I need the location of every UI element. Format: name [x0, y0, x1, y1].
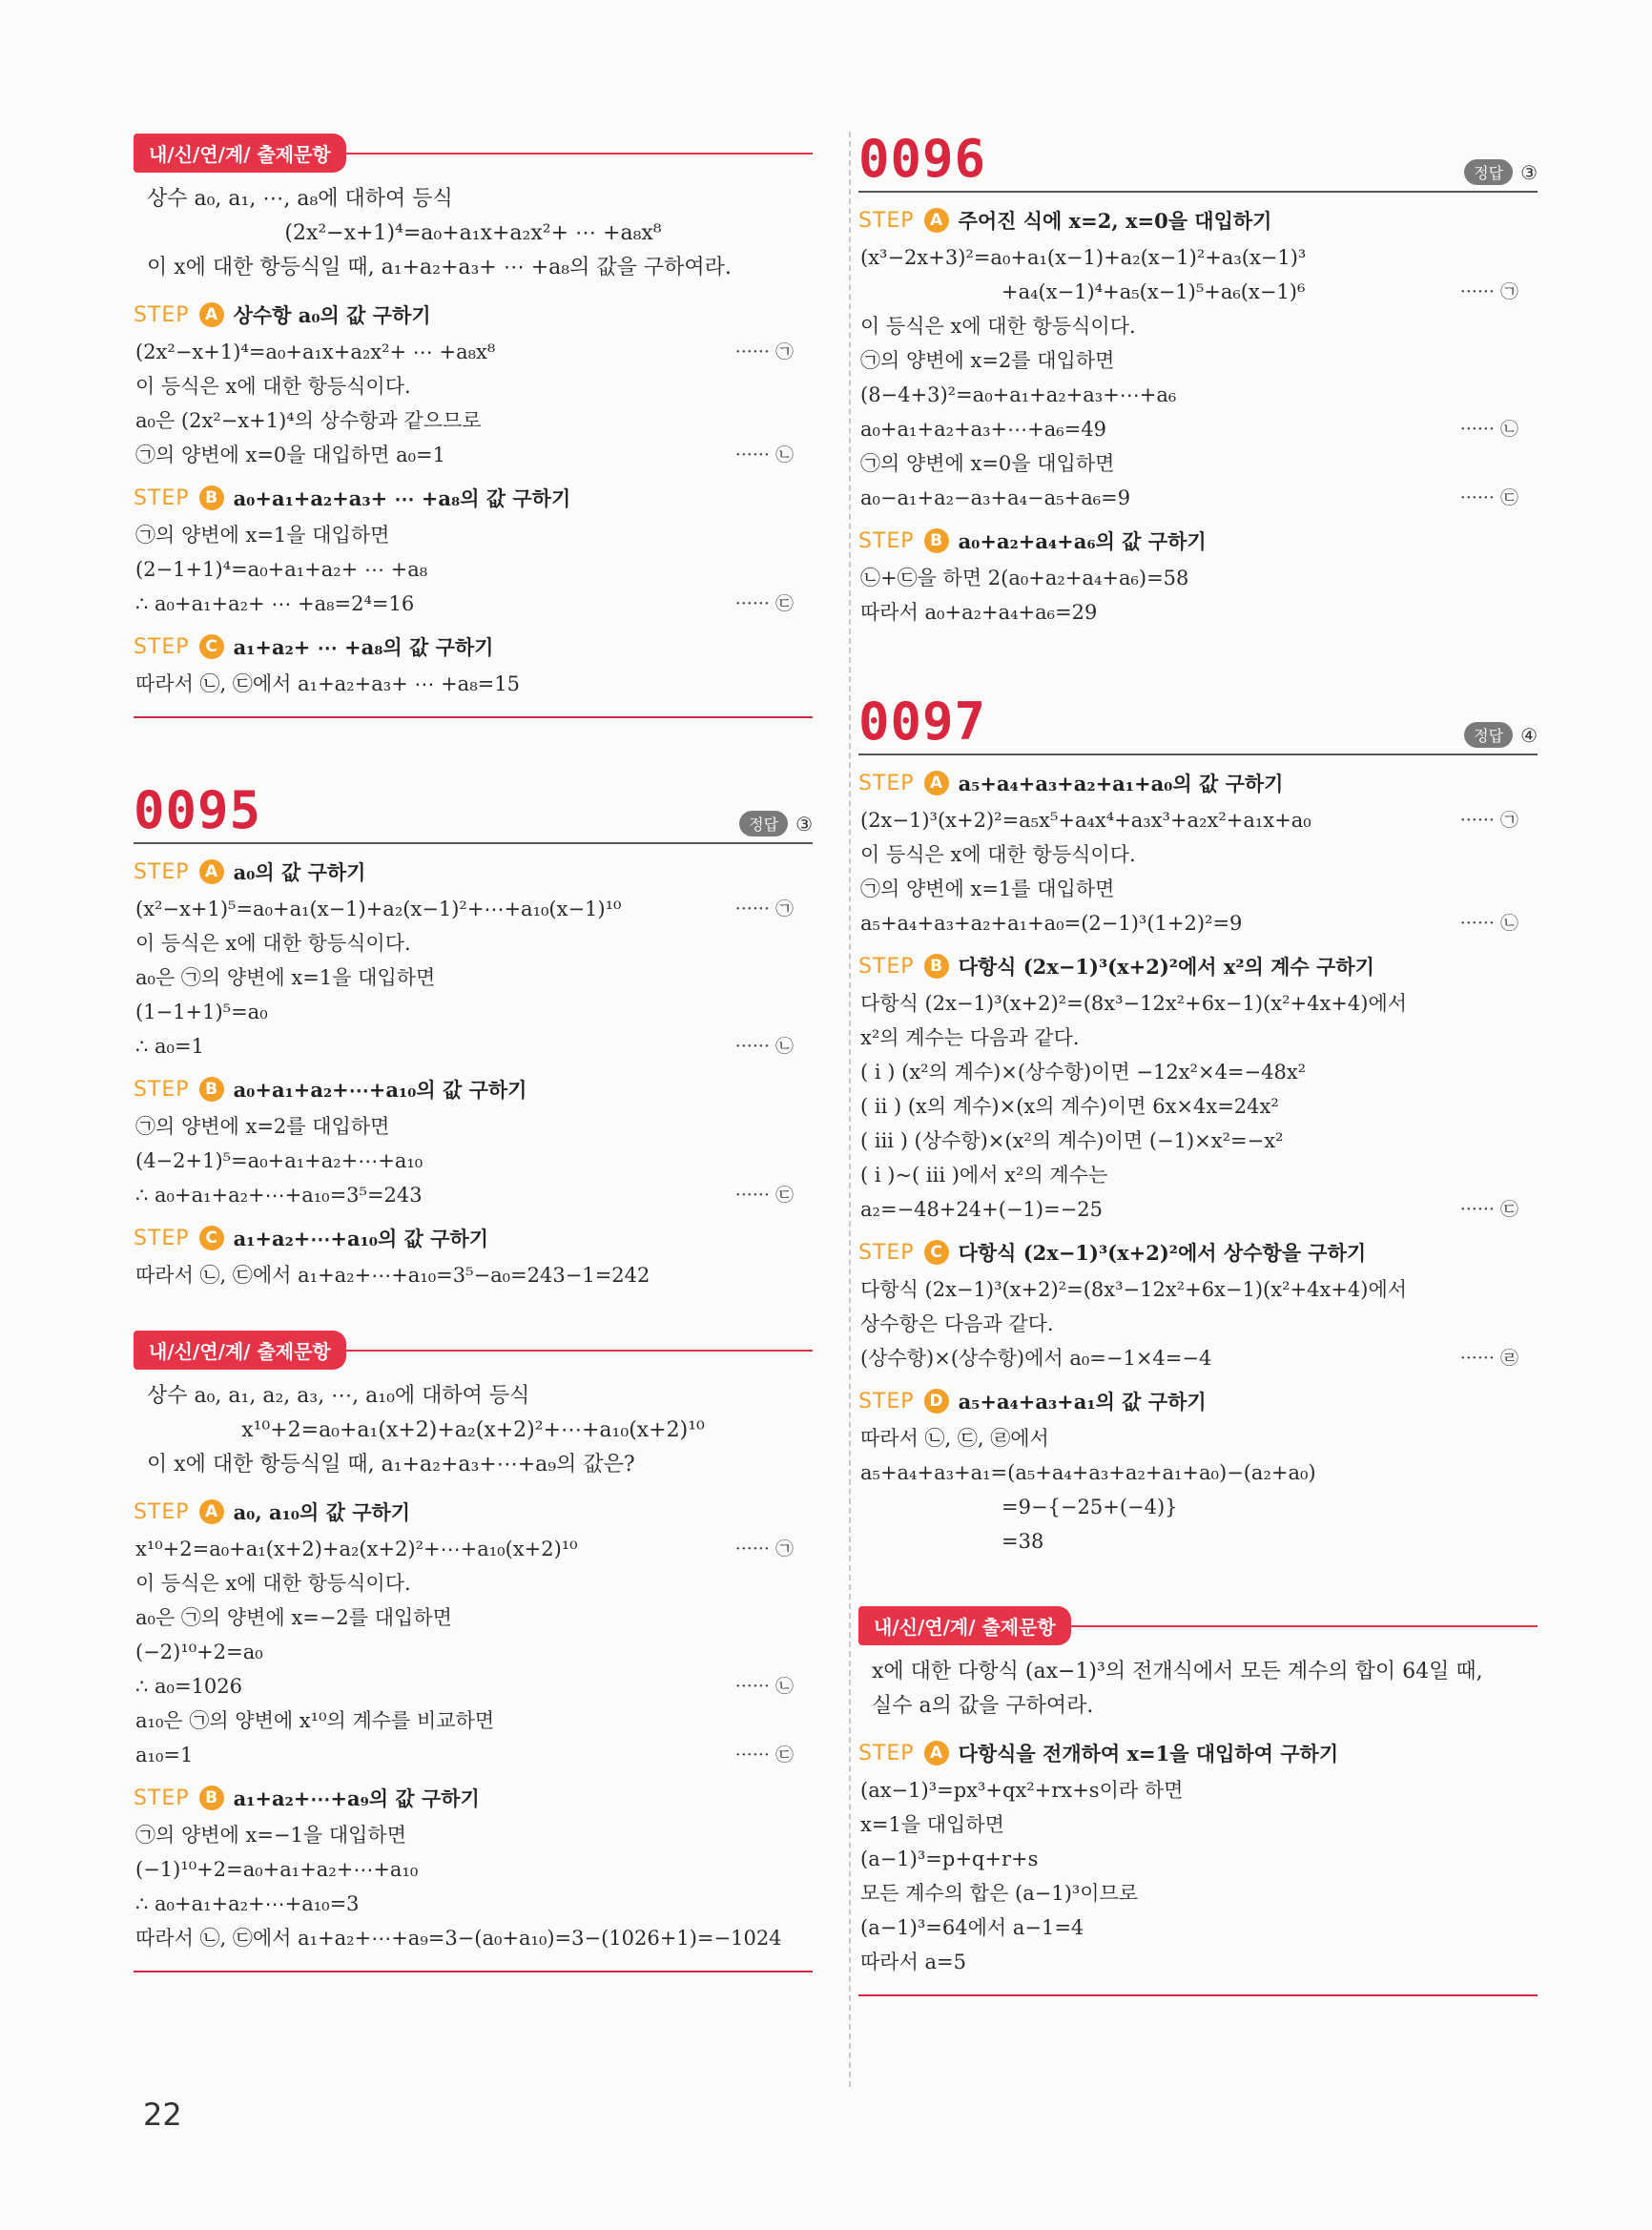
solution-text: x²의 계수는 다음과 같다. [860, 1026, 1080, 1049]
solution-text: ㉠의 양변에 x=−1을 대입하면 [135, 1824, 406, 1847]
solution-line [134, 552, 813, 587]
section-end-rule [134, 1971, 813, 1972]
step-title: a₅+a₄+a₃+a₂+a₁+a₀의 값 구하기 [958, 772, 1284, 795]
problem-number: 0097 [858, 692, 987, 752]
equation-marker: ······ ㉠ [734, 1538, 794, 1559]
solution-line [858, 595, 1538, 630]
equation-marker [794, 403, 813, 438]
solution-text: 이 등식은 x에 대한 항등식이다. [135, 932, 411, 955]
equation-marker [794, 667, 813, 701]
step-letter-badge: A [199, 302, 224, 327]
equation-marker [1518, 240, 1538, 275]
solution-line [858, 309, 1538, 343]
step-title: a₀의 값 구하기 [233, 860, 366, 884]
equation-marker: ······ ㉠ [734, 898, 794, 919]
solution-line [858, 837, 1538, 872]
equation-marker [1518, 1807, 1538, 1842]
equation-marker: ······ ㉠ [1459, 281, 1518, 302]
problem-equation: (2x²−x+1)⁴=a₀+a₁x+a₂x²+ ⋯ +a₈x⁸ [284, 221, 662, 245]
solution-line [134, 1532, 813, 1566]
problem-text [858, 1645, 1538, 1727]
equation-marker [794, 1818, 813, 1852]
solution-line [134, 1600, 813, 1635]
answer-label: 정답 [1464, 722, 1513, 748]
step-letter-badge: A [924, 771, 949, 795]
solution-text: (2x²−x+1)⁴=a₀+a₁x+a₂x²+ ⋯ +a₈x⁸ [135, 341, 496, 363]
solution-text: ( iii ) (상수항)×(x²의 계수)이면 (−1)×x²=−x² [860, 1129, 1284, 1152]
solution-line [134, 1669, 813, 1703]
solution-line [134, 438, 813, 472]
solution-text: ㉠의 양변에 x=2를 대입하면 [135, 1115, 390, 1138]
solution-text: ㉠의 양변에 x=1를 대입하면 [860, 878, 1115, 900]
solution-text: +a₄(x−1)⁴+a₅(x−1)⁵+a₆(x−1)⁶ [1002, 280, 1306, 303]
answer [739, 811, 813, 836]
equation-marker: ······ ㉡ [1459, 913, 1518, 934]
section-end-rule [134, 716, 813, 718]
step-word: STEP [858, 1389, 915, 1414]
problem-equation: x¹⁰+2=a₀+a₁(x+2)+a₂(x+2)²+⋯+a₁₀(x+2)¹⁰ [241, 1418, 705, 1442]
equation-marker: ······ ㉢ [734, 593, 794, 614]
equation-marker [1518, 1773, 1538, 1807]
solution-text: (−1)¹⁰+2=a₀+a₁+a₂+⋯+a₁₀ [135, 1858, 419, 1881]
equation-marker [794, 1258, 813, 1292]
solution-line [858, 1307, 1538, 1341]
equation-marker [794, 369, 813, 403]
solution-text: (a−1)³=64에서 a−1=4 [860, 1916, 1084, 1939]
solution-line [134, 1635, 813, 1669]
step-word: STEP [134, 634, 190, 659]
solution-text: 상수항은 다음과 같다. [860, 1312, 1054, 1335]
solution-text: ㉠의 양변에 x=0을 대입하면 [860, 452, 1115, 475]
equation-marker [1518, 1421, 1538, 1456]
solution-line [858, 275, 1538, 309]
problem-number: 0096 [858, 129, 987, 189]
solution-line [858, 1842, 1538, 1876]
equation-marker [1518, 986, 1538, 1021]
solution-text: x=1을 대입하면 [860, 1813, 1004, 1836]
answer [1464, 722, 1538, 748]
equation-marker: ······ ㉠ [1459, 810, 1518, 831]
step-letter-badge: C [199, 634, 224, 659]
solution-text: 따라서 a₀+a₂+a₄+a₆=29 [860, 601, 1098, 624]
solution-text: a₀은 ㉠의 양변에 x=1을 대입하면 [135, 966, 436, 989]
step-word: STEP [134, 859, 190, 884]
solution-line [858, 1055, 1538, 1089]
step-word: STEP [134, 1077, 190, 1102]
step-title: 다항식 (2x−1)³(x+2)²에서 상수항을 구하기 [958, 1241, 1367, 1265]
problem-number: 0095 [134, 780, 262, 840]
equation-marker [1518, 595, 1538, 630]
solution-text: ㉡+㉢을 하면 2(a₀+a₂+a₄+a₆)=58 [860, 567, 1189, 589]
tag-rule [344, 1350, 813, 1352]
solution-text: 따라서 ㉡, ㉢에서 a₁+a₂+a₃+ ⋯ +a₈=15 [135, 672, 520, 695]
solution-line [134, 1029, 813, 1063]
solution-text: x¹⁰+2=a₀+a₁(x+2)+a₂(x+2)²+⋯+a₁₀(x+2)¹⁰ [135, 1538, 578, 1560]
step-word: STEP [134, 1786, 190, 1810]
answer-value: ④ [1520, 723, 1538, 747]
solution-line [858, 240, 1538, 275]
step-title: a₁+a₂+ ⋯ +a₈의 값 구하기 [233, 635, 494, 659]
solution-line [858, 412, 1538, 446]
equation-marker [794, 552, 813, 587]
solution-text: =9−{−25+(−4)} [1002, 1496, 1178, 1518]
answer-label: 정답 [739, 811, 788, 836]
equation-marker [1518, 561, 1538, 595]
solution-text: ∴ a₀+a₁+a₂+⋯+a₁₀=3 [135, 1892, 360, 1915]
equation-marker [1518, 1842, 1538, 1876]
solution-line [134, 1178, 813, 1212]
step-heading [858, 1238, 1538, 1267]
solution-line [134, 1566, 813, 1600]
solution-line [858, 1910, 1538, 1945]
solution-text: (2−1+1)⁴=a₀+a₁+a₂+ ⋯ +a₈ [135, 558, 428, 581]
equation-marker [794, 1566, 813, 1600]
step-letter-badge: A [924, 208, 949, 233]
solution-text: a₁₀은 ㉠의 양변에 x¹⁰의 계수를 비교하면 [135, 1709, 495, 1732]
step-heading [858, 1739, 1538, 1767]
step-word: STEP [858, 1741, 915, 1765]
answer-label: 정답 [1464, 159, 1513, 185]
solution-text: (a−1)³=p+q+r+s [860, 1848, 1039, 1870]
step-word: STEP [858, 1240, 915, 1265]
solution-text: a₂=−48+24+(−1)=−25 [860, 1198, 1104, 1221]
equation-marker [1518, 1524, 1538, 1559]
naesin-tag: 내/신/연/계/ 출제문항 [134, 134, 346, 173]
solution-text: ∴ a₀+a₁+a₂+⋯+a₁₀=3⁵=243 [135, 1184, 423, 1207]
solution-line [858, 1089, 1538, 1124]
problem-0097 [858, 692, 1538, 1559]
problem-line: 실수 a의 값을 구하여라. [872, 1694, 1094, 1718]
solution-text: 다항식 (2x−1)³(x+2)²=(8x³−12x²+6x−1)(x²+4x+4)에서 [860, 992, 1408, 1015]
step-letter-badge: B [199, 485, 224, 510]
solution-text: 따라서 a=5 [860, 1951, 967, 1973]
problem-line: x에 대한 다항식 (ax−1)³의 전개식에서 모든 계수의 합이 64일 때, [872, 1660, 1483, 1683]
solution-text: (1−1+1)⁵=a₀ [135, 1001, 268, 1023]
solution-line [858, 1524, 1538, 1559]
step-title: a₁+a₂+⋯+a₁₀의 값 구하기 [233, 1227, 489, 1250]
step-heading [858, 206, 1538, 235]
step-heading [134, 1224, 813, 1252]
equation-marker [794, 1887, 813, 1921]
equation-marker [1518, 1456, 1538, 1490]
step-heading [134, 300, 813, 329]
solution-text: 이 등식은 x에 대한 항등식이다. [860, 843, 1136, 866]
solution-line [858, 1124, 1538, 1158]
step-letter-badge: A [199, 859, 224, 884]
solution-line [858, 1341, 1538, 1375]
step-title: a₀+a₁+a₂+a₃+ ⋯ +a₈의 값 구하기 [233, 486, 571, 510]
solution-text: a₀+a₁+a₂+a₃+⋯+a₆=49 [860, 418, 1106, 441]
step-title: a₀+a₂+a₄+a₆의 값 구하기 [958, 529, 1207, 553]
step-heading [858, 1387, 1538, 1415]
equation-marker [1518, 1055, 1538, 1089]
solution-text: ㉠의 양변에 x=1을 대입하면 [135, 524, 390, 547]
solution-line [134, 1703, 813, 1738]
step-word: STEP [858, 208, 915, 233]
equation-marker [794, 1921, 813, 1955]
equation-marker [794, 1703, 813, 1738]
equation-marker [1518, 1021, 1538, 1055]
step-letter-badge: A [199, 1499, 224, 1524]
equation-marker [1518, 1876, 1538, 1910]
solution-line [858, 378, 1538, 412]
equation-marker [794, 1109, 813, 1144]
step-title: 다항식 (2x−1)³(x+2)²에서 x²의 계수 구하기 [958, 955, 1374, 979]
solution-text: 다항식 (2x−1)³(x+2)²=(8x³−12x²+6x−1)(x²+4x+4)에서 [860, 1278, 1408, 1301]
problem-0095 [134, 780, 813, 1292]
step-letter-badge: B [924, 954, 949, 979]
solution-text: (ax−1)³=px³+qx²+rx+s이라 하면 [860, 1779, 1184, 1802]
answer-value: ③ [795, 812, 813, 836]
step-letter-badge: C [924, 1240, 949, 1265]
solution-line [134, 1109, 813, 1144]
naesin-tag: 내/신/연/계/ 출제문항 [134, 1331, 346, 1370]
naesin-problem-3 [858, 1606, 1538, 1996]
solution-text: ∴ a₀=1 [135, 1035, 204, 1058]
step-letter-badge: B [199, 1077, 224, 1102]
solution-text: 이 등식은 x에 대한 항등식이다. [135, 1572, 411, 1595]
equation-marker [1518, 872, 1538, 906]
solution-line [134, 403, 813, 438]
solution-line [134, 518, 813, 552]
equation-marker: ······ ㉢ [1459, 1199, 1518, 1220]
solution-line [134, 335, 813, 369]
solution-text: a₀−a₁+a₂−a₃+a₄−a₅+a₆=9 [860, 486, 1131, 509]
solution-text: ( ii ) (x의 계수)×(x의 계수)이면 6x×4x=24x² [860, 1095, 1279, 1118]
step-heading [134, 484, 813, 512]
step-title: 상수항 a₀의 값 구하기 [233, 303, 431, 327]
step-title: a₅+a₄+a₃+a₁의 값 구하기 [958, 1390, 1207, 1414]
naesin-problem-2 [134, 1331, 813, 1972]
solution-text: (8−4+3)²=a₀+a₁+a₂+a₃+⋯+a₆ [860, 383, 1177, 406]
tag-rule [344, 153, 813, 155]
tag-rule [1069, 1625, 1538, 1627]
page-number: 22 [143, 2096, 182, 2133]
solution-text: (−2)¹⁰+2=a₀ [135, 1641, 263, 1663]
equation-marker [794, 926, 813, 960]
solution-line [858, 1456, 1538, 1490]
step-letter-badge: A [924, 1741, 949, 1765]
solution-line [858, 1158, 1538, 1192]
equation-marker: ······ ㉢ [734, 1185, 794, 1206]
solution-text: 이 등식은 x에 대한 항등식이다. [860, 315, 1136, 338]
equation-marker: ······ ㉠ [734, 341, 794, 362]
equation-marker [794, 960, 813, 995]
solution-line [134, 995, 813, 1029]
step-letter-badge: D [924, 1389, 949, 1414]
equation-marker [1518, 1910, 1538, 1945]
equation-marker [1518, 1089, 1538, 1124]
step-letter-badge: B [199, 1786, 224, 1810]
solution-line [134, 1887, 813, 1921]
solution-line [858, 343, 1538, 378]
solution-line [858, 1807, 1538, 1842]
problem-line: 이 x에 대한 항등식일 때, a₁+a₂+a₃+ ⋯ +a₈의 값을 구하여라. [147, 256, 732, 279]
equation-marker [1518, 1307, 1538, 1341]
solution-line [858, 1272, 1538, 1307]
step-word: STEP [134, 1226, 190, 1250]
answer [1464, 159, 1538, 185]
solution-text: 따라서 ㉡, ㉢에서 a₁+a₂+⋯+a₉=3−(a₀+a₁₀)=3−(1026+1)=−1024 [135, 1927, 782, 1950]
step-word: STEP [858, 954, 915, 979]
problem-line: 상수 a₀, a₁, ⋯, a₈에 대하여 등식 [147, 187, 453, 211]
solution-text: a₅+a₄+a₃+a₁=(a₅+a₄+a₃+a₂+a₁+a₀)−(a₂+a₀) [860, 1461, 1316, 1484]
step-heading [134, 1075, 813, 1104]
solution-text: a₀은 ㉠의 양변에 x=−2를 대입하면 [135, 1606, 452, 1629]
equation-marker [1518, 343, 1538, 378]
solution-line [858, 481, 1538, 515]
step-word: STEP [134, 302, 190, 327]
solution-line [858, 803, 1538, 837]
equation-marker [1518, 378, 1538, 412]
equation-marker [794, 1635, 813, 1669]
step-heading [134, 1784, 813, 1812]
solution-text: a₅+a₄+a₃+a₂+a₁+a₀=(2−1)³(1+2)²=9 [860, 912, 1243, 935]
solution-line [134, 1852, 813, 1887]
solution-text: ( i )~( iii )에서 x²의 계수는 [860, 1164, 1108, 1187]
solution-line [134, 1921, 813, 1955]
solution-text: (2x−1)³(x+2)²=a₅x⁵+a₄x⁴+a₃x³+a₂x²+a₁x+a₀ [860, 809, 1311, 832]
solution-text: (4−2+1)⁵=a₀+a₁+a₂+⋯+a₁₀ [135, 1149, 423, 1172]
equation-marker [1518, 1124, 1538, 1158]
solution-line [858, 1021, 1538, 1055]
step-heading [134, 632, 813, 661]
solution-line [858, 1421, 1538, 1456]
equation-marker [1518, 837, 1538, 872]
step-title: 주어진 식에 x=2, x=0을 대입하기 [958, 209, 1272, 233]
equation-marker [794, 518, 813, 552]
solution-text: ( i ) (x²의 계수)×(상수항)이면 −12x²×4=−48x² [860, 1061, 1307, 1084]
solution-line [858, 1773, 1538, 1807]
equation-marker: ······ ㉡ [734, 1036, 794, 1057]
step-heading [858, 527, 1538, 555]
solution-line [134, 1818, 813, 1852]
solution-line [858, 561, 1538, 595]
equation-marker: ······ ㉢ [734, 1745, 794, 1765]
solution-text: 이 등식은 x에 대한 항등식이다. [135, 375, 411, 398]
solution-text: ∴ a₀+a₁+a₂+ ⋯ +a₈=2⁴=16 [135, 592, 415, 615]
solution-line [134, 1144, 813, 1178]
solution-line [134, 369, 813, 403]
problem-line: 이 x에 대한 항등식일 때, a₁+a₂+a₃+⋯+a₉의 값은? [147, 1453, 635, 1476]
equation-marker [1518, 1945, 1538, 1979]
step-title: a₀, a₁₀의 값 구하기 [233, 1500, 411, 1524]
solution-line [858, 446, 1538, 481]
solution-text: ㉠의 양변에 x=2를 대입하면 [860, 349, 1115, 372]
step-word: STEP [858, 771, 915, 795]
solution-text: ㉠의 양변에 x=0을 대입하면 a₀=1 [135, 444, 445, 466]
equation-marker [794, 1600, 813, 1635]
step-heading [858, 769, 1538, 797]
solution-line [134, 587, 813, 621]
solution-text: (x²−x+1)⁵=a₀+a₁(x−1)+a₂(x−1)²+⋯+a₁₀(x−1)¹⁰ [135, 898, 622, 920]
solution-text: (상수항)×(상수항)에서 a₀=−1×4=−4 [860, 1347, 1212, 1370]
problem-text [134, 1370, 813, 1486]
solution-line [134, 1738, 813, 1772]
solution-line [858, 906, 1538, 940]
solution-line [858, 1945, 1538, 1979]
solution-text: =38 [1002, 1530, 1044, 1553]
solution-text: (x³−2x+3)²=a₀+a₁(x−1)+a₂(x−1)²+a₃(x−1)³ [860, 246, 1307, 269]
equation-marker [1518, 446, 1538, 481]
problem-line: 상수 a₀, a₁, a₂, a₃, ⋯, a₁₀에 대하여 등식 [147, 1384, 530, 1408]
solution-line [858, 986, 1538, 1021]
problem-text [134, 173, 813, 289]
solution-line [134, 926, 813, 960]
equation-marker: ······ ㉢ [1459, 487, 1518, 508]
equation-marker [1518, 309, 1538, 343]
equation-marker: ······ ㉡ [1459, 419, 1518, 440]
step-title: a₀+a₁+a₂+⋯+a₁₀의 값 구하기 [233, 1078, 527, 1102]
equation-marker [794, 1144, 813, 1178]
solution-line [858, 1876, 1538, 1910]
equation-marker [1518, 1158, 1538, 1192]
equation-marker: ······ ㉡ [734, 444, 794, 465]
solution-text: a₁₀=1 [135, 1744, 194, 1766]
solution-line [134, 892, 813, 926]
solution-line [134, 960, 813, 995]
solution-text: a₀은 (2x²−x+1)⁴의 상수항과 같으므로 [135, 409, 482, 432]
equation-marker [1518, 1490, 1538, 1524]
right-column [858, 129, 1538, 2029]
solution-line [858, 872, 1538, 906]
equation-marker: ······ ㉡ [734, 1676, 794, 1697]
step-title: 다항식을 전개하여 x=1을 대입하여 구하기 [958, 1742, 1339, 1765]
equation-marker [794, 1852, 813, 1887]
equation-marker [794, 995, 813, 1029]
left-column [134, 134, 813, 2005]
naesin-problem-1 [134, 134, 813, 718]
step-letter-badge: C [199, 1226, 224, 1250]
step-word: STEP [134, 1499, 190, 1524]
solution-line [858, 1490, 1538, 1524]
step-title: a₁+a₂+⋯+a₉의 값 구하기 [233, 1786, 480, 1810]
solution-line [858, 1192, 1538, 1227]
step-heading [134, 1497, 813, 1526]
problem-0096 [858, 129, 1538, 630]
solution-text: 따라서 ㉡, ㉢, ㉣에서 [860, 1427, 1049, 1450]
step-heading [858, 952, 1538, 981]
step-heading [134, 857, 813, 886]
column-divider [849, 132, 851, 2087]
solution-line [134, 1258, 813, 1292]
step-word: STEP [858, 528, 915, 553]
section-end-rule [858, 1994, 1538, 1996]
solution-line [134, 667, 813, 701]
solution-text: 모든 계수의 합은 (a−1)³이므로 [860, 1882, 1139, 1905]
equation-marker: ······ ㉣ [1459, 1348, 1518, 1369]
solution-text: ∴ a₀=1026 [135, 1675, 243, 1698]
answer-value: ③ [1520, 160, 1538, 184]
naesin-tag: 내/신/연/계/ 출제문항 [858, 1606, 1071, 1645]
solution-text: 따라서 ㉡, ㉢에서 a₁+a₂+⋯+a₁₀=3⁵−a₀=243−1=242 [135, 1264, 650, 1287]
step-word: STEP [134, 485, 190, 510]
step-letter-badge: B [924, 528, 949, 553]
equation-marker [1518, 1272, 1538, 1307]
